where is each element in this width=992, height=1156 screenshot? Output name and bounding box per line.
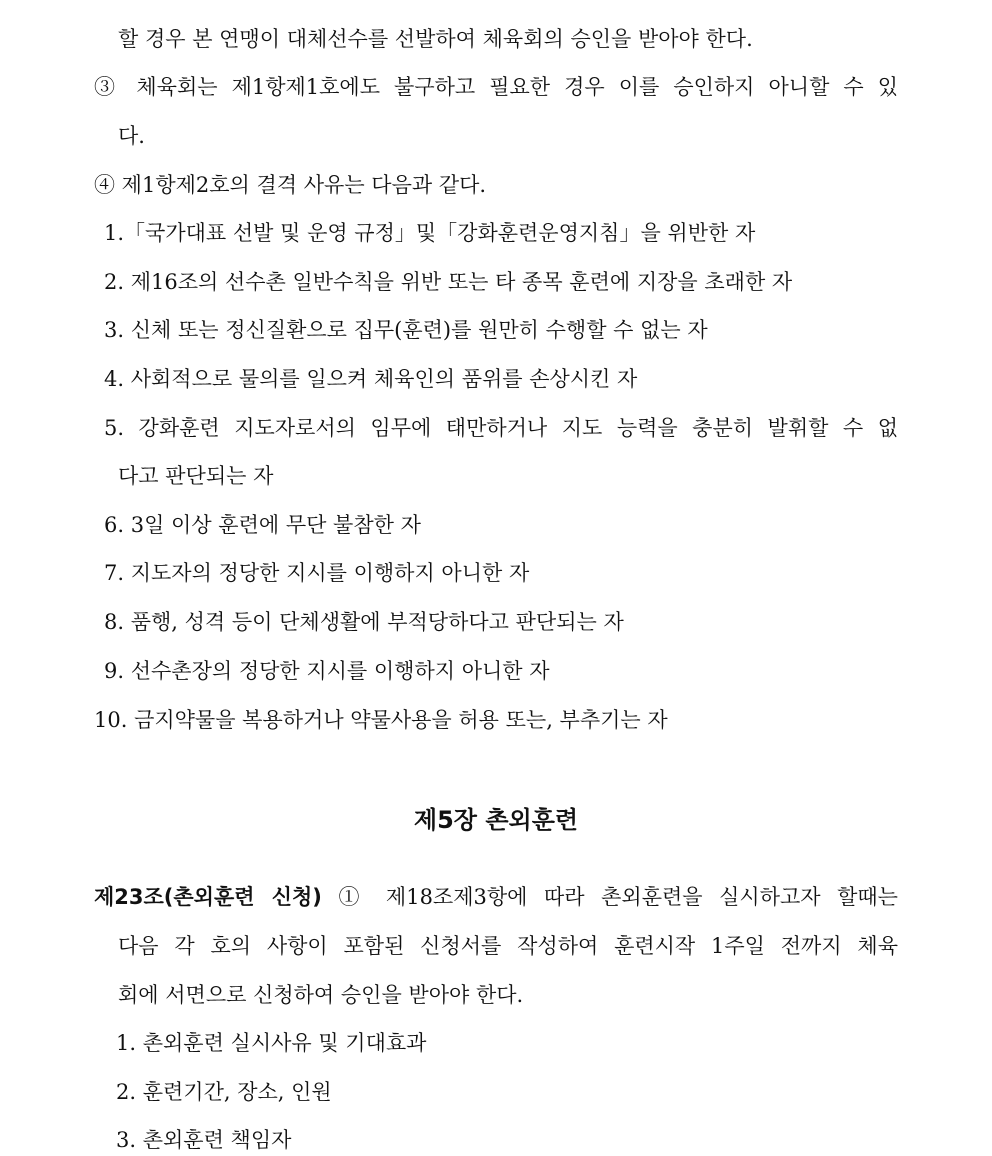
- list-item-8: 8. 품행, 성격 등이 단체생활에 부적당하다고 판단되는 자: [104, 610, 624, 634]
- list-item-3: 3. 신체 또는 정신질환으로 집무(훈련)를 원만히 수행할 수 없는 자: [104, 318, 708, 342]
- article-23-item-3: 3. 촌외훈련 책임자: [116, 1128, 292, 1152]
- list-item-7: 7. 지도자의 정당한 지시를 이행하지 아니한 자: [104, 561, 530, 585]
- article-23-clause-1: ① 제18조제3항에 따라 촌외훈련을 실시하고자 할때는: [338, 885, 898, 909]
- list-item-5: 5. 강화훈련 지도자로서의 임무에 태만하거나 지도 능력을 충분히 발휘할 수 없: [104, 416, 898, 440]
- list-item-6: 6. 3일 이상 훈련에 무단 불참한 자: [104, 513, 421, 537]
- article-23-first-line: [94, 882, 898, 912]
- list-item-10: 10. 금지약물을 복용하거나 약물사용을 허용 또는, 부추기는 자: [94, 708, 668, 732]
- list-item-1: 1.「국가대표 선발 및 운영 규정」및「강화훈련운영지침」을 위반한 자: [104, 221, 756, 245]
- article-23-item-2: 2. 훈련기간, 장소, 인원: [116, 1080, 332, 1104]
- article-23-item-1: 1. 촌외훈련 실시사유 및 기대효과: [116, 1031, 427, 1055]
- list-item-9: 9. 선수촌장의 정당한 지시를 이행하지 아니한 자: [104, 659, 550, 683]
- list-item-5-continuation: 다고 판단되는 자: [118, 464, 274, 488]
- clause-3-continuation: 다.: [118, 124, 145, 148]
- clause-3-line: ③ 체육회는 제1항제1호에도 불구하고 필요한 경우 이를 승인하지 아니할 수 있: [94, 75, 898, 99]
- list-item-2: 2. 제16조의 선수촌 일반수칙을 위반 또는 타 종목 훈련에 지장을 초래한 자: [104, 270, 793, 294]
- article-23-title: 제23조(촌외훈련 신청): [94, 885, 322, 909]
- clause-4-line: ④ 제1항제2호의 결격 사유는 다음과 같다.: [94, 173, 487, 197]
- chapter-heading: 제5장 촌외훈련: [413, 806, 579, 834]
- paragraph-line: 할 경우 본 연맹이 대체선수를 선발하여 체육회의 승인을 받아야 한다.: [118, 27, 753, 51]
- article-23-line: 다음 각 호의 사항이 포함된 신청서를 작성하여 훈련시작 1주일 전까지 체육: [118, 934, 898, 958]
- article-23-line: 회에 서면으로 신청하여 승인을 받아야 한다.: [118, 983, 524, 1007]
- list-item-4: 4. 사회적으로 물의를 일으켜 체육인의 품위를 손상시킨 자: [104, 367, 638, 391]
